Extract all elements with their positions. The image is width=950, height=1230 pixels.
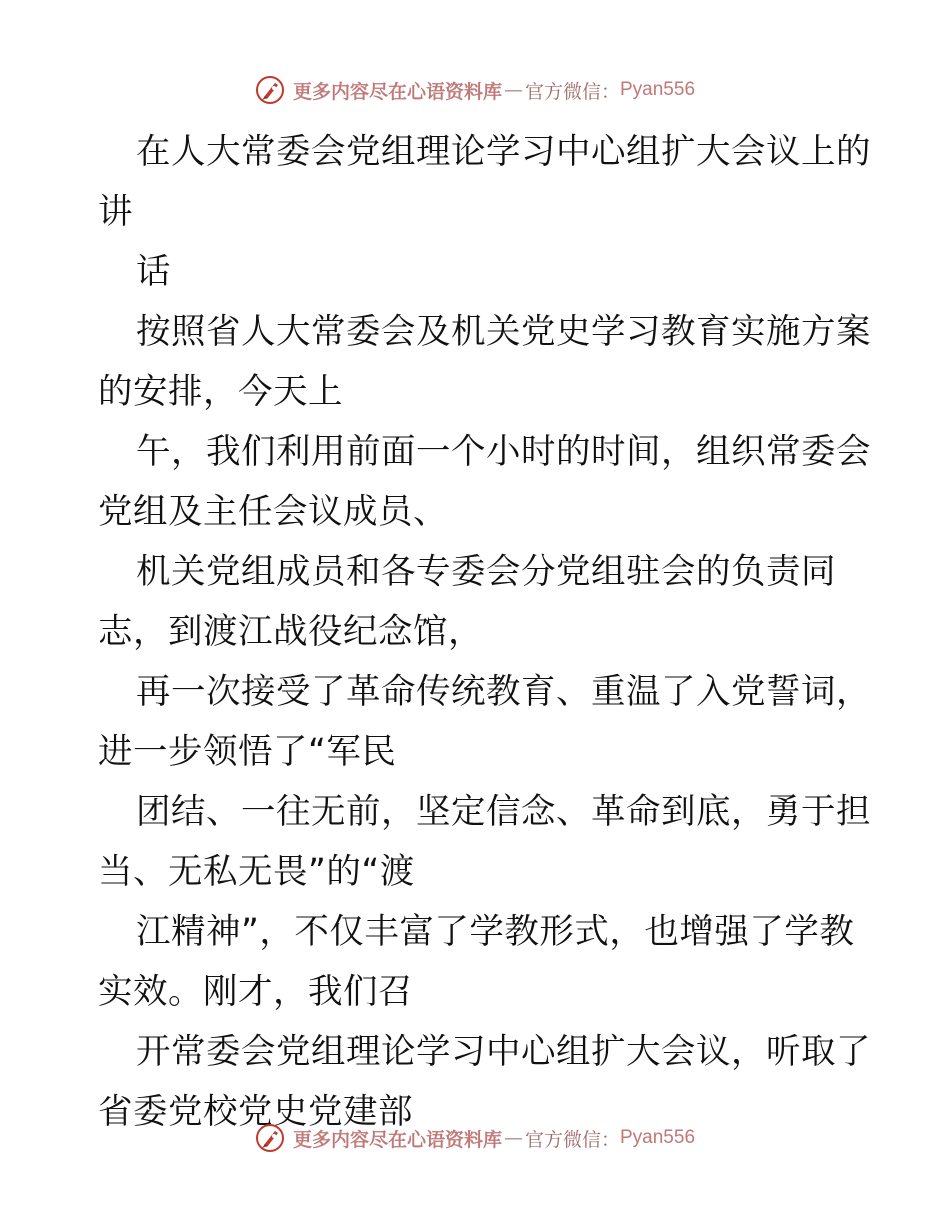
paragraph-line: 在人大常委会党组理论学习中心组扩大会议上的	[136, 132, 871, 172]
footer-dash: —	[503, 1127, 523, 1149]
paragraph-line: 开常委会党组理论学习中心组扩大会议，听取了	[136, 1032, 871, 1072]
paragraph-line: 当、无私无畏”的“渡	[98, 852, 415, 892]
paragraph-line: 再一次接受了革命传统教育、重温了入党誓词，	[136, 672, 871, 712]
footer-wechat-id: Pyan556	[620, 1127, 696, 1148]
footer-watermark-banner	[0, 1118, 950, 1158]
paragraph-line: 讲	[98, 192, 133, 232]
paragraph-line: 机关党组成员和各专委会分党组驻会的负责同	[136, 552, 836, 592]
paragraph-line: 话	[136, 252, 171, 292]
paragraph-line: 江精神”，不仅丰富了学教形式，也增强了学教	[136, 912, 855, 952]
footer-official-label: 官方微信：	[524, 1128, 620, 1151]
paragraph-line: 按照省人大常委会及机关党史学习教育实施方案	[136, 312, 871, 352]
header-official-label: 官方微信：	[524, 80, 620, 103]
quill-pen-logo-icon	[255, 75, 285, 105]
paragraph-line: 团结、一往无前，坚定信念、革命到底，勇于担	[136, 792, 871, 832]
paragraph-line: 省委党校党史党建部	[98, 1092, 413, 1132]
quill-pen-logo-icon	[255, 1123, 285, 1153]
footer-brand-text: 更多内容尽在心语资料库	[292, 1128, 502, 1151]
paragraph-line: 实效。刚才，我们召	[98, 972, 413, 1012]
document-body	[98, 122, 871, 1142]
paragraph-line: 午，我们利用前面一个小时的时间，组织常委会	[136, 432, 871, 472]
paragraph-line: 进一步领悟了“军民	[98, 732, 397, 772]
paragraph-line: 的安排，今天上	[98, 372, 343, 412]
header-brand-text: 更多内容尽在心语资料库	[292, 80, 502, 103]
header-dash: —	[503, 79, 523, 101]
paragraph-line: 党组及主任会议成员、	[98, 492, 448, 532]
header-watermark-banner	[0, 70, 950, 110]
header-wechat-id: Pyan556	[620, 79, 696, 100]
paragraph-line: 志，到渡江战役纪念馆，	[98, 612, 483, 652]
